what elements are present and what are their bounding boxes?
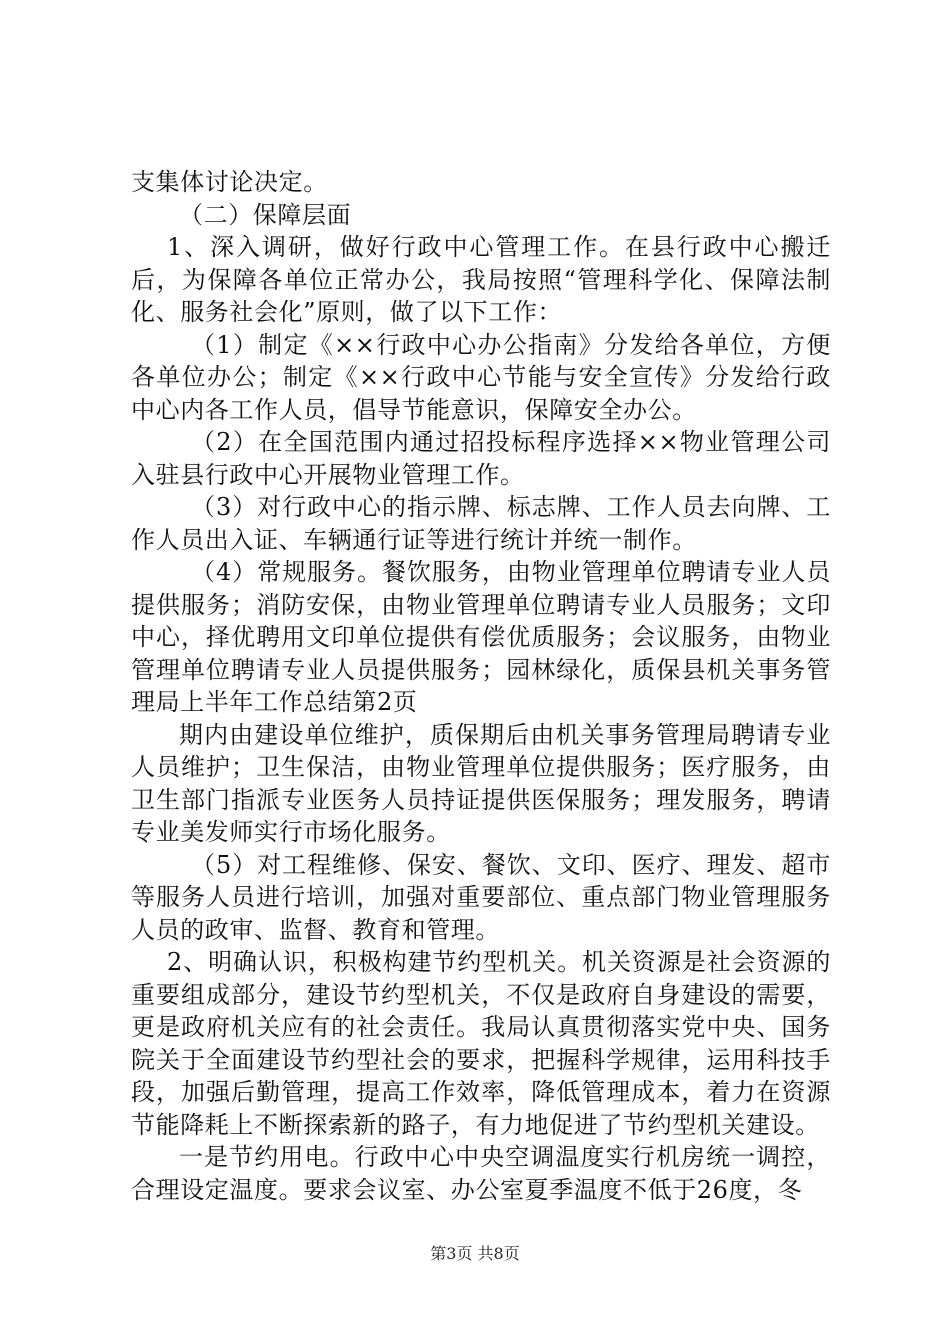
page-footer: 第3页 共8页 bbox=[430, 1244, 520, 1263]
paragraph-subitem-1: （1）制定《××行政中心办公指南》分发给各单位，方便各单位办公；制定《××行政中心节能与安全宣传》分发给行政中心内各工作人员，倡导节能意识，保障安全办公。 bbox=[131, 330, 831, 424]
paragraph-1: 支集体讨论决定。 bbox=[131, 168, 328, 196]
paragraph-item-1: 1、深入调研，做好行政中心管理工作。在县行政中心搬迁后，为保障各单位正常办公，我局按照“管理科学化、保障法制化、服务社会化”原则，做了以下工作： bbox=[131, 233, 831, 326]
paragraph-subitem-2: （2）在全国范围内通过招投标程序选择××物业管理公司入驻县行政中心开展物业管理工作。 bbox=[131, 428, 831, 489]
paragraph-continuation: 期内由建设单位维护，质保期后由机关事务管理局聘请专业人员维护；卫生保洁，由物业管理单位提供服务；医疗服务，由卫生部门指派专业医务人员持证提供医保服务；理发服务，聘请专业美发师实行市场化服务。 bbox=[131, 720, 831, 846]
paragraph-subitem-3: （3）对行政中心的指示牌、标志牌、工作人员去向牌、工作人员出入证、车辆通行证等进行统计并统一制作。 bbox=[131, 493, 831, 554]
paragraph-electricity: 一是节约用电。行政中心中央空调温度实行机房统一调控，合理设定温度。要求会议室、办公室夏季温度不低于26度，冬 bbox=[131, 1143, 831, 1204]
paragraph-item-2: 2、明确认识，积极构建节约型机关。机关资源是社会资源的重要组成部分，建设节约型机关，不仅是政府自身建设的需要，更是政府机关应有的社会责任。我局认真贯彻落实党中央、国务院关于全面建设节约型社会的要求，把握科学规律，运用科技手段，加强后勤管理，提高工作效率，降低管理成本，着力在资源节能降耗上不断探索新的路子，有力地促进了节约型机关建设。 bbox=[131, 948, 831, 1139]
paragraph-subitem-4: （4）常规服务。餐饮服务，由物业管理单位聘请专业人员提供服务；消防安保，由物业管理单位聘请专业人员服务；文印中心，择优聘用文印单位提供有偿优质服务；会议服务，由物业管理单位聘请专业人员提供服务；园林绿化，质保县机关事务管理局上半年工作总结第2页 bbox=[131, 558, 831, 716]
section-heading-baozhang: （二）保障层面 bbox=[179, 200, 352, 229]
paragraph-subitem-5: （5）对工程维修、保安、餐饮、文印、医疗、理发、超市等服务人员进行培训，加强对重要部位、重点部门物业管理服务人员的政审、监督、教育和管理。 bbox=[131, 850, 831, 944]
document-body bbox=[131, 166, 831, 1206]
